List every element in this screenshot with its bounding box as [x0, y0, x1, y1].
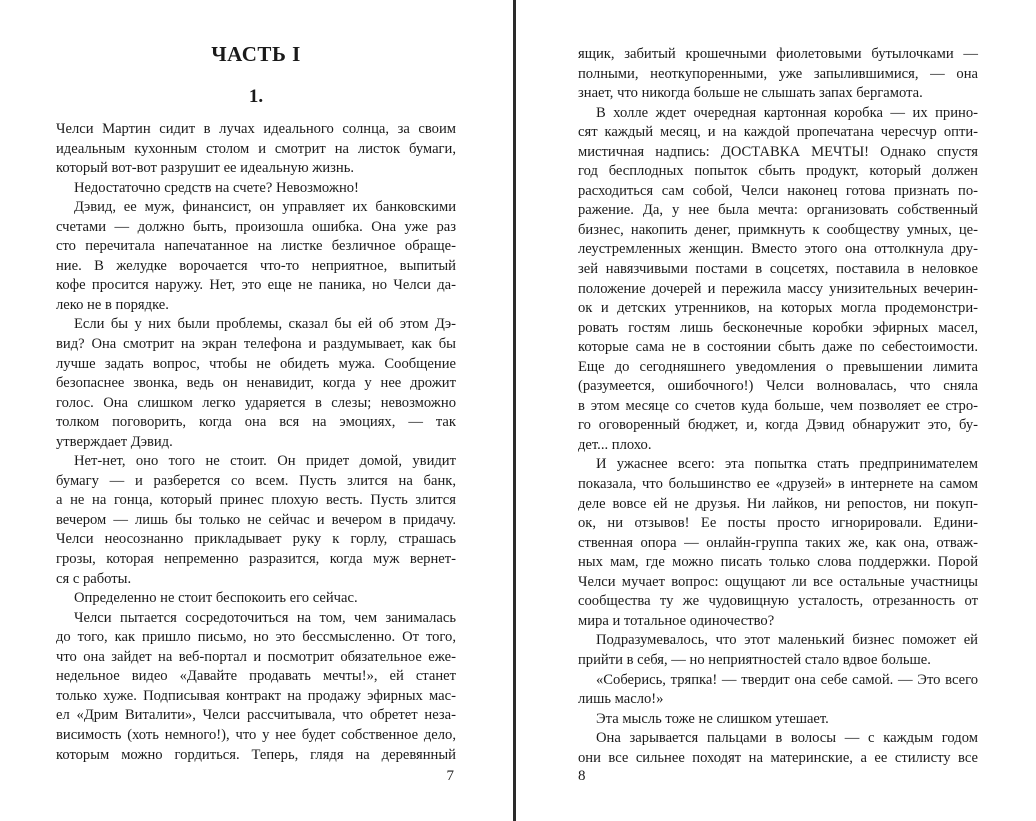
text-line: зей навязчивыми постами в соцсетях, поставила в неловкое [578, 261, 978, 278]
text-line: Определенно не стоит беспокоить его сейчас. [74, 590, 358, 607]
text-line: Челси мучает вопрос: ощущают ли все остальные участницы [578, 573, 978, 590]
text-line: они все сильнее походят на материнские, а ее стилисту все [578, 749, 978, 766]
text-line: кофе просится наружу. Нет, это еще не паника, но Челси да- [56, 277, 456, 294]
text-line: Недостаточно средств на счете? Невозможно! [74, 179, 359, 196]
text-line: ся с работы. [56, 570, 132, 587]
text-line: бизнес, накопить денег, примкнуть к сообществу умных, це- [578, 221, 978, 238]
text-line: грозы, которая непременно разразится, когда муж вернет- [56, 551, 456, 568]
text-line: сят каждый месяц, и на каждой пропечатана чересчур опти- [578, 124, 978, 141]
text-line: которые сама не в состоянии сбыть даже по себестоимости. [578, 339, 978, 356]
text-line: бумагу — и разберется со всем. Пусть злится на банк, [56, 472, 456, 489]
text-line: только хуже. Подписывая контракт на продажу эфирных мас- [56, 687, 456, 704]
text-line: лишь масло!» [578, 691, 664, 708]
text-line: Дэвид, ее муж, финансист, он управляет их банковскими [74, 199, 456, 216]
chapter-heading: ЧАСТЬ I [211, 42, 301, 66]
text-line: ровать гостям лишь бесконечные коробки эфирных масел, [578, 319, 978, 336]
text-line: го оговоренный бюджет, и, когда Дэвид обнаружит это, бу- [578, 417, 978, 434]
text-line: до того, как пришло письмо, но это бессмысленно. От того, [56, 629, 456, 646]
text-line: полными, неоткупоренными, уже запылившимися, — она [578, 65, 978, 82]
text-line: ящик, забитый крошечными фиолетовыми бутылочками — [578, 46, 978, 62]
text-line: Она зарывается пальцами в волосы — с каждым годом [596, 730, 978, 747]
text-line: толком поговорить, когда она вся на эмоциях, — так [56, 414, 456, 431]
book-spine [513, 0, 516, 821]
text-line: положение дочерей и пережила массу унизительных вечерин- [578, 280, 978, 297]
page-number-left: 7 [446, 768, 454, 784]
text-line: ок и детских утренников, на которых могла продемонстри- [578, 300, 978, 317]
text-line: ок, ни отзывов! Ее посты просто игнорировали. Едини- [578, 515, 978, 532]
text-line: сообщества ту же чудовищную усталость, отрезанность от [578, 593, 978, 610]
text-line: В холле ждет очередная картонная коробка — их прино- [596, 104, 978, 121]
text-line: вечером — лишь бы только не сейчас и вечером в придачу. [56, 511, 456, 528]
right-page [578, 0, 978, 821]
text-line: Нет-нет, оно того не стоит. Он придет домой, увидит [74, 453, 456, 470]
text-line: мира и тотальное одиночество? [578, 612, 775, 629]
text-line: Челси неосознанно прикладывает руку к горлу, страшась [56, 531, 456, 548]
text-line: Еще до сегодняшнего уведомления о превышении лимита [578, 358, 978, 375]
text-line: Челси Мартин сидит в лучах идеального солнца, за своим [56, 121, 456, 137]
text-line: которым можно гордиться. Теперь, глядя на деревянный [56, 746, 456, 763]
text-line: Если бы у них были проблемы, сказал бы ей об этом Дэ- [74, 316, 456, 333]
page-number-right: 8 [578, 768, 586, 784]
text-line: голос. Она слишком легко ударяется в слезы; невозможно [56, 394, 456, 411]
text-line: утверждает Дэвид. [56, 433, 173, 450]
text-line: ние. В желудке ворочается что-то неприятное, выпитый [56, 257, 456, 274]
text-line: (разумеется, ошибочного!) Челси волновалась, что сняла [578, 378, 978, 395]
left-page-text [56, 120, 456, 765]
text-line: знает, что никогда больше не слышать запах бергамота. [578, 85, 923, 102]
text-line: прийти в себя, — но неприятностей стало вдвое больше. [578, 651, 931, 668]
text-line: Подразумевалось, что этот маленький бизнес поможет ей [596, 632, 978, 649]
text-line: расходиться сам собой, Челси наконец готова признать по- [578, 182, 978, 199]
text-line: ражение. Да, у нее была мечта: организовать собственный [578, 202, 978, 219]
text-line: леко не в порядке. [56, 296, 169, 313]
text-line: Эта мысль тоже не слишком утешает. [596, 710, 829, 727]
text-line: деле вовсе ей не друзья. Ни лайков, ни репостов, ни покуп- [578, 495, 978, 512]
text-line: леустремленных женщин. Вместо этого она оттолкнула дру- [578, 241, 978, 258]
text-line: сто перечитала напечатанное на листке безличное обраще- [56, 238, 456, 255]
text-line: лучше задать вопрос, чтобы не обидеть мужа. Сообщение [56, 355, 456, 372]
text-line: ных мам, где можно писать только слова поддержки. Порой [578, 554, 978, 571]
text-line: Челси пытается сосредоточиться на том, чем занималась [74, 609, 456, 626]
text-line: а не на гонца, который принес плохую весть. Пусть злится [56, 492, 456, 509]
text-line: мистичная надпись: ДОСТАВКА МЕЧТЫ! Однако спустя [578, 143, 978, 160]
left-page [56, 0, 456, 821]
text-line: в этом месяце со счетов куда больше, чем позволяет ее стро- [578, 397, 978, 414]
text-line: который вот-вот разрушит ее идеальную жизнь. [56, 160, 355, 177]
text-line: вид? Она смотрит на экран телефона и раздумывает, как бы [56, 336, 456, 353]
text-line: счетами — должно быть, произошла ошибка. Она уже раз [56, 218, 456, 235]
text-line: «Соберись, тряпка! — твердит она себе самой. — Это всего [596, 671, 978, 688]
text-line: И ужаснее всего: эта попытка стать предпринимателем [596, 456, 978, 473]
text-line: ственная опора — онлайн-группа таких же, как она, отваж- [578, 534, 978, 551]
text-line: недельное видео «Давайте продавать мечты!», ей станет [56, 668, 456, 685]
text-line: безопаснее звонка, ведь он ненавидит, когда у нее дрожит [56, 375, 456, 392]
text-line: висимость (хоть немного!), что у нее будет собственное дело, [56, 726, 456, 743]
text-line: что она зайдет на веб-портал и посмотрит обязательное еже- [56, 648, 456, 665]
text-line: идеальным кухонным столом и смотрит на листок бумаги, [56, 140, 456, 157]
text-line: год бесплодных попыток сбыть продукт, который должен [578, 163, 978, 180]
text-line: дет... плохо. [578, 436, 652, 453]
section-number: 1. [248, 86, 264, 107]
text-line: ел «Дрим Виталити», Челси рассчитывала, что обретет неза- [56, 707, 456, 724]
text-line: показала, что большинство ее «друзей» в интернете на самом [578, 476, 978, 493]
right-page-text [578, 45, 978, 768]
